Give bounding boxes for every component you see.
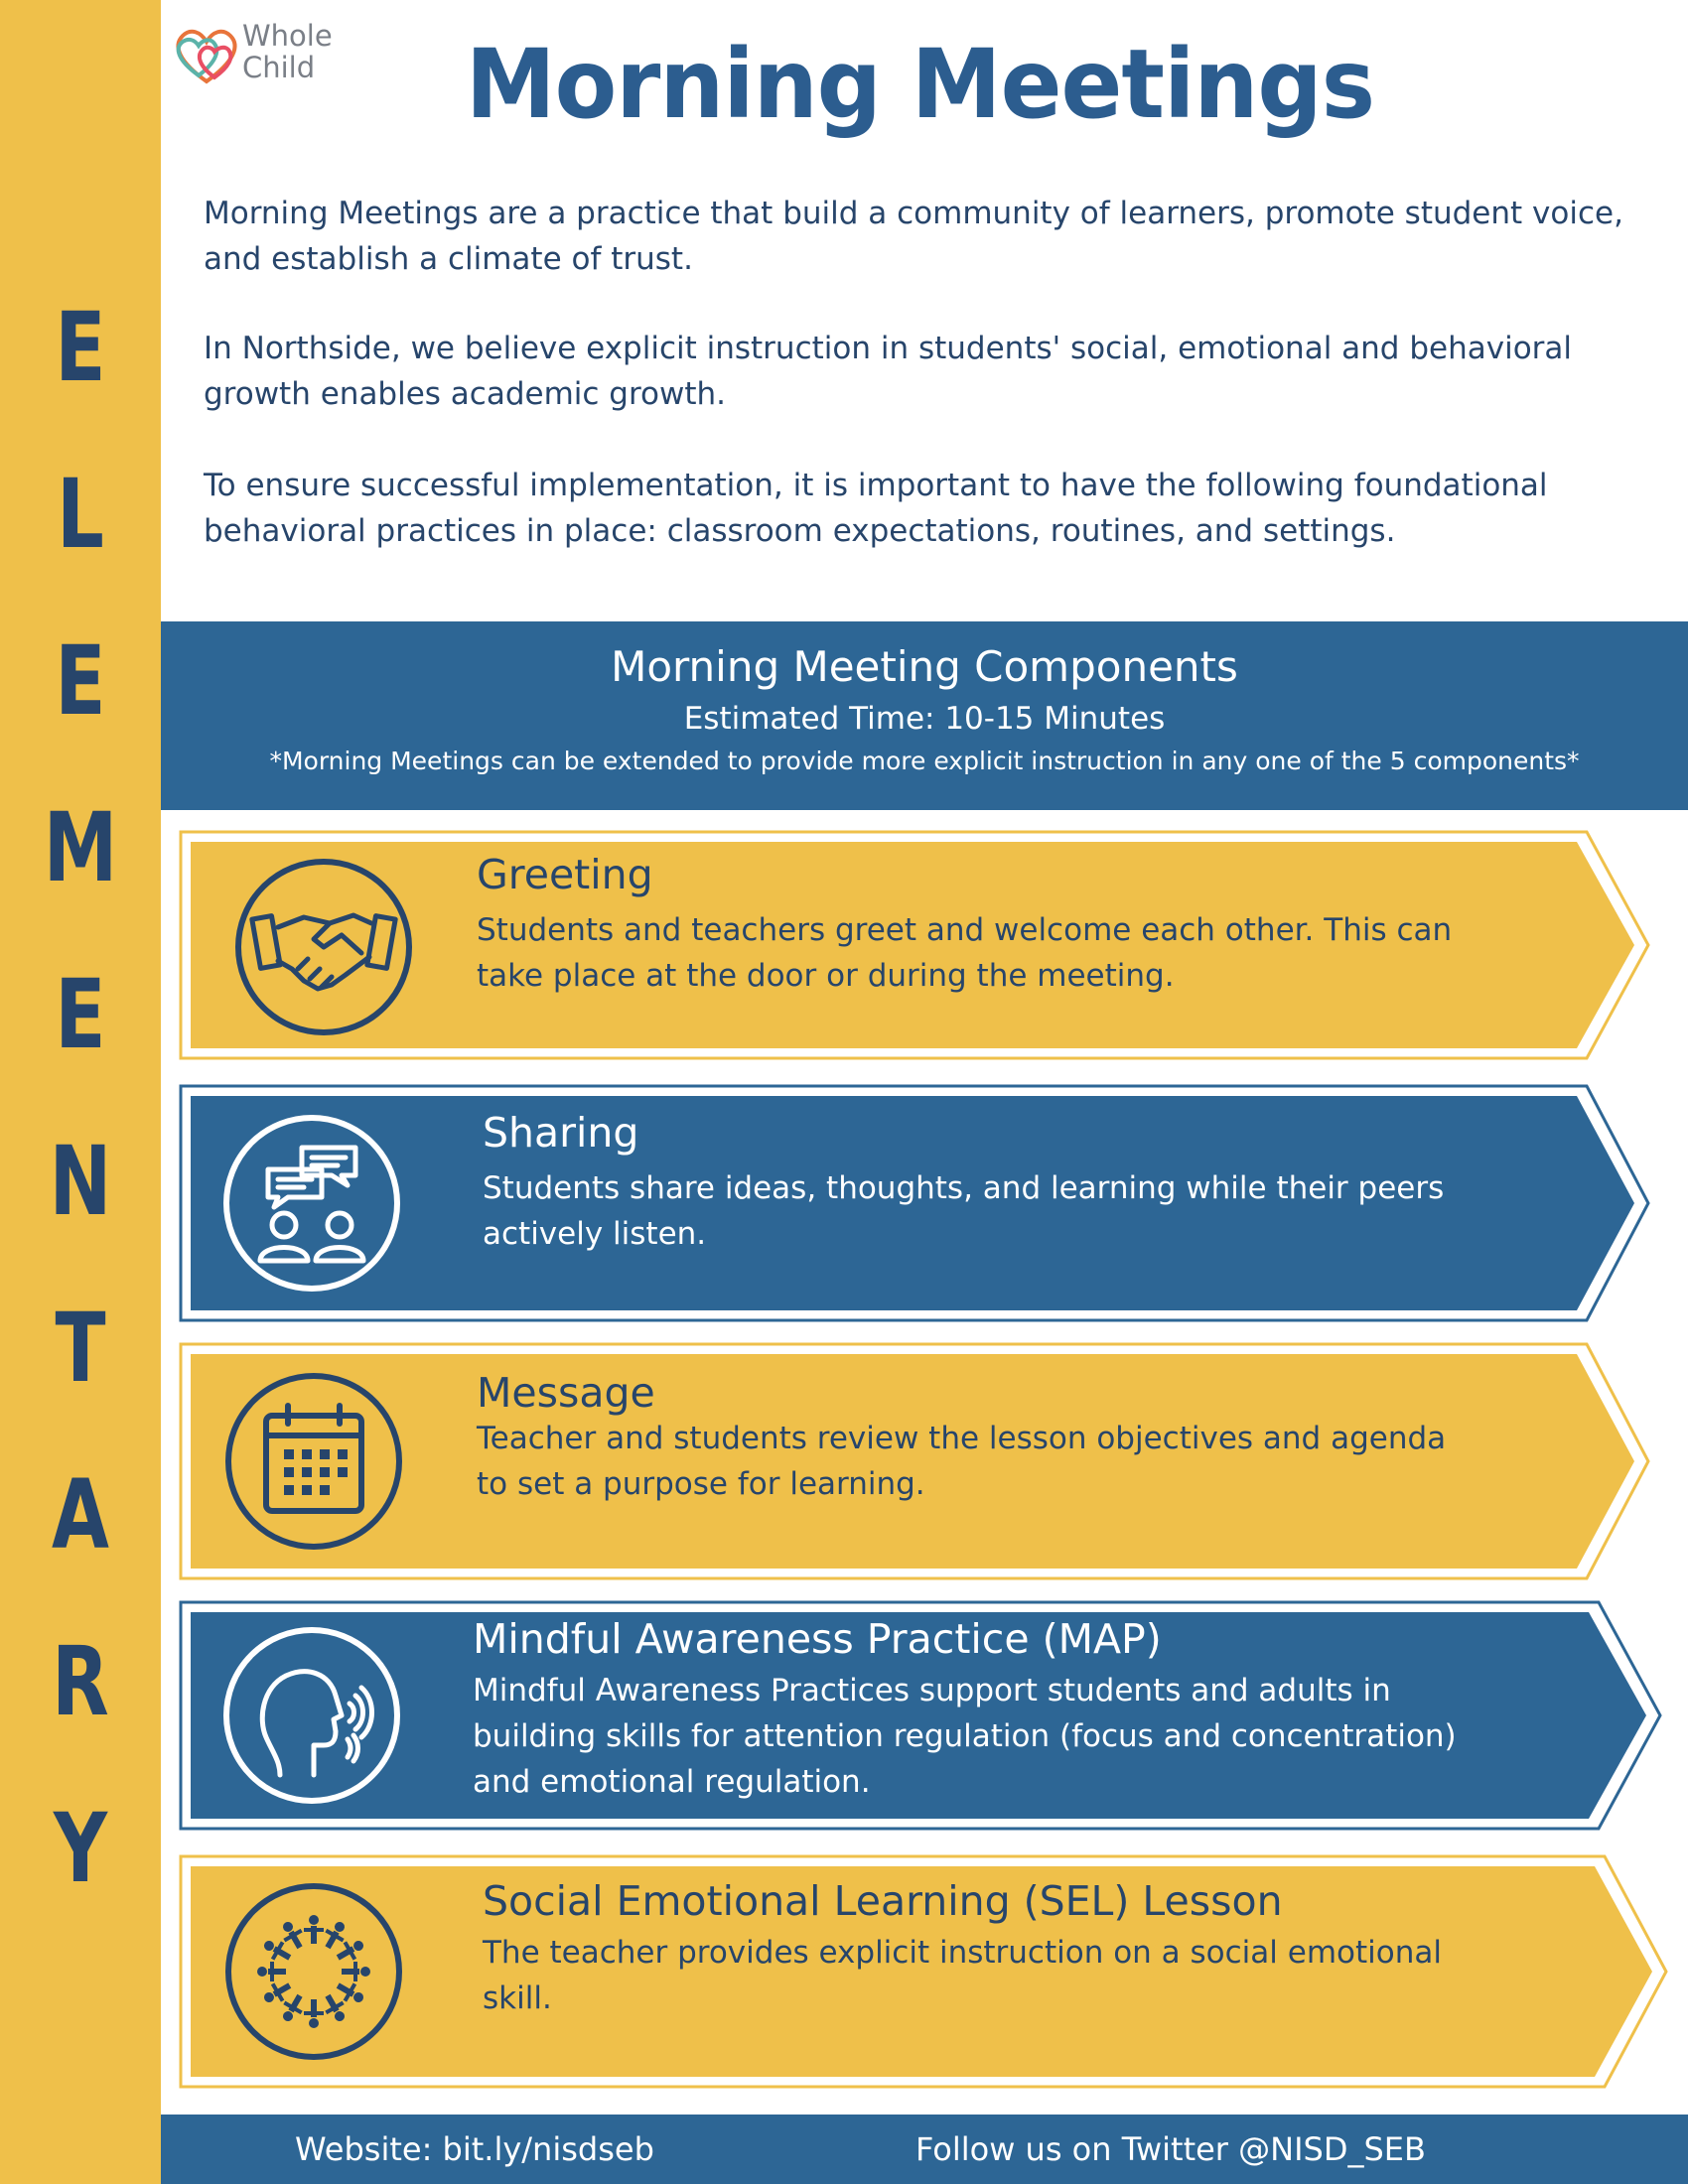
card-description-line: Students share ideas, thoughts, and learning while their peers [483,1170,1445,1206]
card-title: Sharing [483,1109,639,1157]
component-card-sel [179,1854,1668,2089]
sidebar-letter: E [55,959,106,1070]
card-description-line: and emotional regulation. [473,1764,871,1800]
components-note: *Morning Meetings can be extended to provide more explicit instruction in any one of the 5 components* [269,747,1580,775]
card-description-line: actively listen. [483,1216,707,1252]
component-card-greeting [179,830,1650,1060]
intro-paragraph-2: In Northside, we believe explicit instruction in students' social, emotional and behavioral growth enables academic growth. [204,331,1573,412]
sidebar-letter: T [55,1293,106,1404]
card-description-line: take place at the door or during the meeting. [477,958,1175,994]
component-card-message [179,1342,1650,1580]
sidebar-letter: M [43,792,118,903]
sidebar-letter: Y [53,1793,108,1904]
card-description [477,1416,1549,1507]
head-speaking-icon [222,1626,401,1805]
card-description-line: Mindful Awareness Practices support students and adults in [473,1673,1391,1708]
card-description [477,907,1549,999]
components-header [161,621,1688,810]
twitter-link[interactable]: Follow us on Twitter @NISD_SEB [915,2130,1426,2168]
sidebar-letter: R [52,1626,109,1737]
card-description-line: skill. [483,1980,552,2016]
card-description-line: building skills for attention regulation (focus and concentration) [473,1718,1457,1754]
people-circle-icon [224,1882,403,2061]
card-description-line: The teacher provides explicit instruction on a social emotional [483,1935,1442,1971]
components-time: Estimated Time: 10-15 Minutes [683,701,1166,737]
component-card-sharing [179,1084,1650,1322]
sidebar-letter: L [57,459,104,570]
footer [161,2115,1688,2184]
conversation-icon [222,1114,401,1293]
card-title: Social Emotional Learning (SEL) Lesson [483,1877,1283,1925]
intro-paragraph-3: To ensure successful implementation, it is important to have the following foundational behavioral practices in place: classroom expectations, routines, and settings. [204,468,1548,549]
card-title: Message [477,1369,655,1417]
intro-paragraph-1: Morning Meetings are a practice that build a community of learners, promote student voice, and establish a climate of trust. [204,196,1623,277]
logo-line-2: Child [242,51,316,84]
sidebar-letter: A [52,1459,109,1570]
sidebar-letter: E [55,625,106,737]
card-description-line: Students and teachers greet and welcome each other. This can [477,912,1453,948]
hearts-logo-icon [169,18,244,93]
card-title: Greeting [477,851,653,898]
card-description [473,1668,1585,1805]
components-title: Morning Meeting Components [611,642,1238,691]
card-description-line: Teacher and students review the lesson objectives and agenda [477,1421,1447,1456]
sidebar-letter: N [49,1126,112,1237]
sidebar [0,0,161,2184]
logo-line-1: Whole [242,19,333,53]
handshake-icon [234,858,413,1036]
card-description [483,1930,1575,2021]
calendar-icon [224,1372,403,1551]
card-title: Mindful Awareness Practice (MAP) [473,1615,1162,1663]
sidebar-letter: E [55,292,106,403]
component-card-map [179,1600,1662,1831]
page-title: Morning Meetings [465,29,1375,140]
card-description-line: to set a purpose for learning. [477,1466,925,1502]
card-description [483,1165,1555,1257]
website-link[interactable]: Website: bit.ly/nisdseb [295,2130,654,2168]
